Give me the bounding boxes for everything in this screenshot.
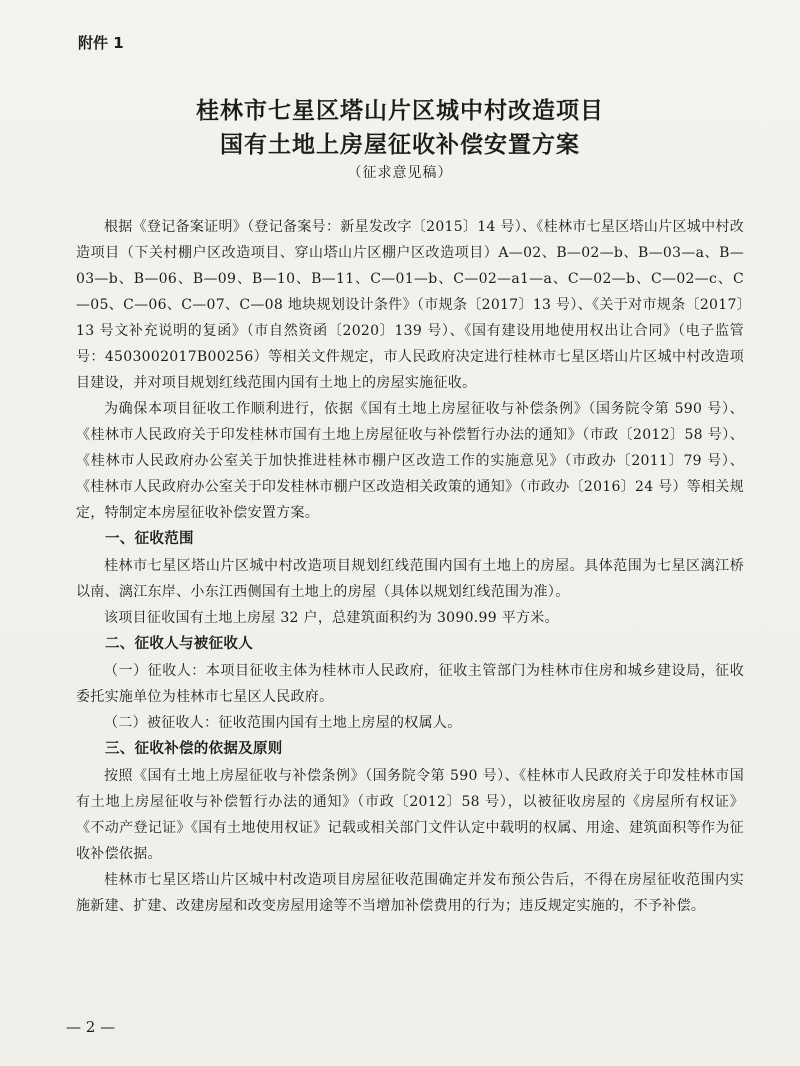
paragraph-principles: 按照《国有土地上房屋征收与补偿条例》（国务院令第 590 号）、《桂林市人民政府关于印发桂林市国有土地上房屋征收与补偿暂行办法的通知》（市政〔2012〕58 号），以被征收房屋的《房屋所有权证》《不动产登记证》《国有土地使用权证》记载或相关部门文件认定中载明的权属、用途、建筑面积等作为征收补偿依据。 [76,768,744,862]
paragraph-scope: 桂林市七星区塔山片区城中村改造项目规划红线范围内国有土地上的房屋。具体范围为七星区漓江桥以南、漓江东岸、小东江西侧国有土地上的房屋（具体以规划红线范围为准）。 [76,558,744,600]
document-title-line-2: 国有土地上房屋征收补偿安置方案 [220,132,580,158]
paragraph-basis: 根据《登记备案证明》（登记备案号：新星发改字〔2015〕14 号）、《桂林市七星区塔山片区城中村改造项目（下关村棚户区改造项目、穿山塔山片区棚户区改造项目）A—02、B—02—b、B—03—a、B—03—b、B—06、B—09、B—10、B—11、C—01—b、C—02—a1—a、C—02—b、C—02—c、C—05、C—06、C—07、C—08 地块规划设计条件》（市规条〔2017〕13 号）、《关于对市规条〔2017〕13 号文补充说明的复函》（市自然资函〔2020〕139 号）、《国有建设用地使用权出让合同》（电子监管号：4503002017B00256）等相关文件规定，市人民政府决定进行桂林市七星区塔山片区城中村改造项目建设，并对项目规划红线范围内国有土地上的房屋实施征收。 [76,219,744,391]
paragraph-expropriator: （一）征收人：本项目征收主体为桂林市人民政府，征收主管部门为桂林市住房和城乡建设局，征收委托实施单位为桂林市七星区人民政府。 [76,663,744,705]
paragraph-expropriated: （二）被征收人：征收范围内国有土地上房屋的权属人。 [104,715,462,731]
page-number: — 2 — [66,1018,116,1036]
section-heading-principles: 三、征收补偿的依据及原则 [105,741,283,757]
document-subtitle: （征求意见稿） [347,165,453,181]
section-heading-parties: 二、征收人与被征收人 [105,636,253,652]
document-title-line-1: 桂林市七星区塔山片区城中村改造项目 [196,98,604,124]
paragraph-purpose: 为确保本项目征收工作顺利进行，依据《国有土地上房屋征收与补偿条例》（国务院令第 590 号）、《桂林市人民政府关于印发桂林市国有土地上房屋征收与补偿暂行办法的通知》（市政〔2012〕58 号）、《桂林市人民政府办公室关于加快推进桂林市棚户区改造工作的实施意见》（市政办〔2011〕79 号）、《桂林市人民政府办公室关于印发桂林市棚户区改造相关政策的通知》（市政办〔2016〕24 号）等相关规定，特制定本房屋征收补偿安置方案。 [76,401,744,521]
document-body [76,214,744,919]
section-heading-scope: 一、征收范围 [105,531,194,547]
paragraph-scope-count: 该项目征收国有土地上房屋 32 户，总建筑面积约为 3090.99 平方米。 [104,610,559,626]
attachment-label: 附件 1 [78,34,124,52]
paragraph-prohibition: 桂林市七星区塔山片区城中村改造项目房屋征收范围确定并发布预公告后，不得在房屋征收范围内实施新建、扩建、改建房屋和改变房屋用途等不当增加补偿费用的行为；违反规定实施的，不予补偿。 [76,872,744,914]
